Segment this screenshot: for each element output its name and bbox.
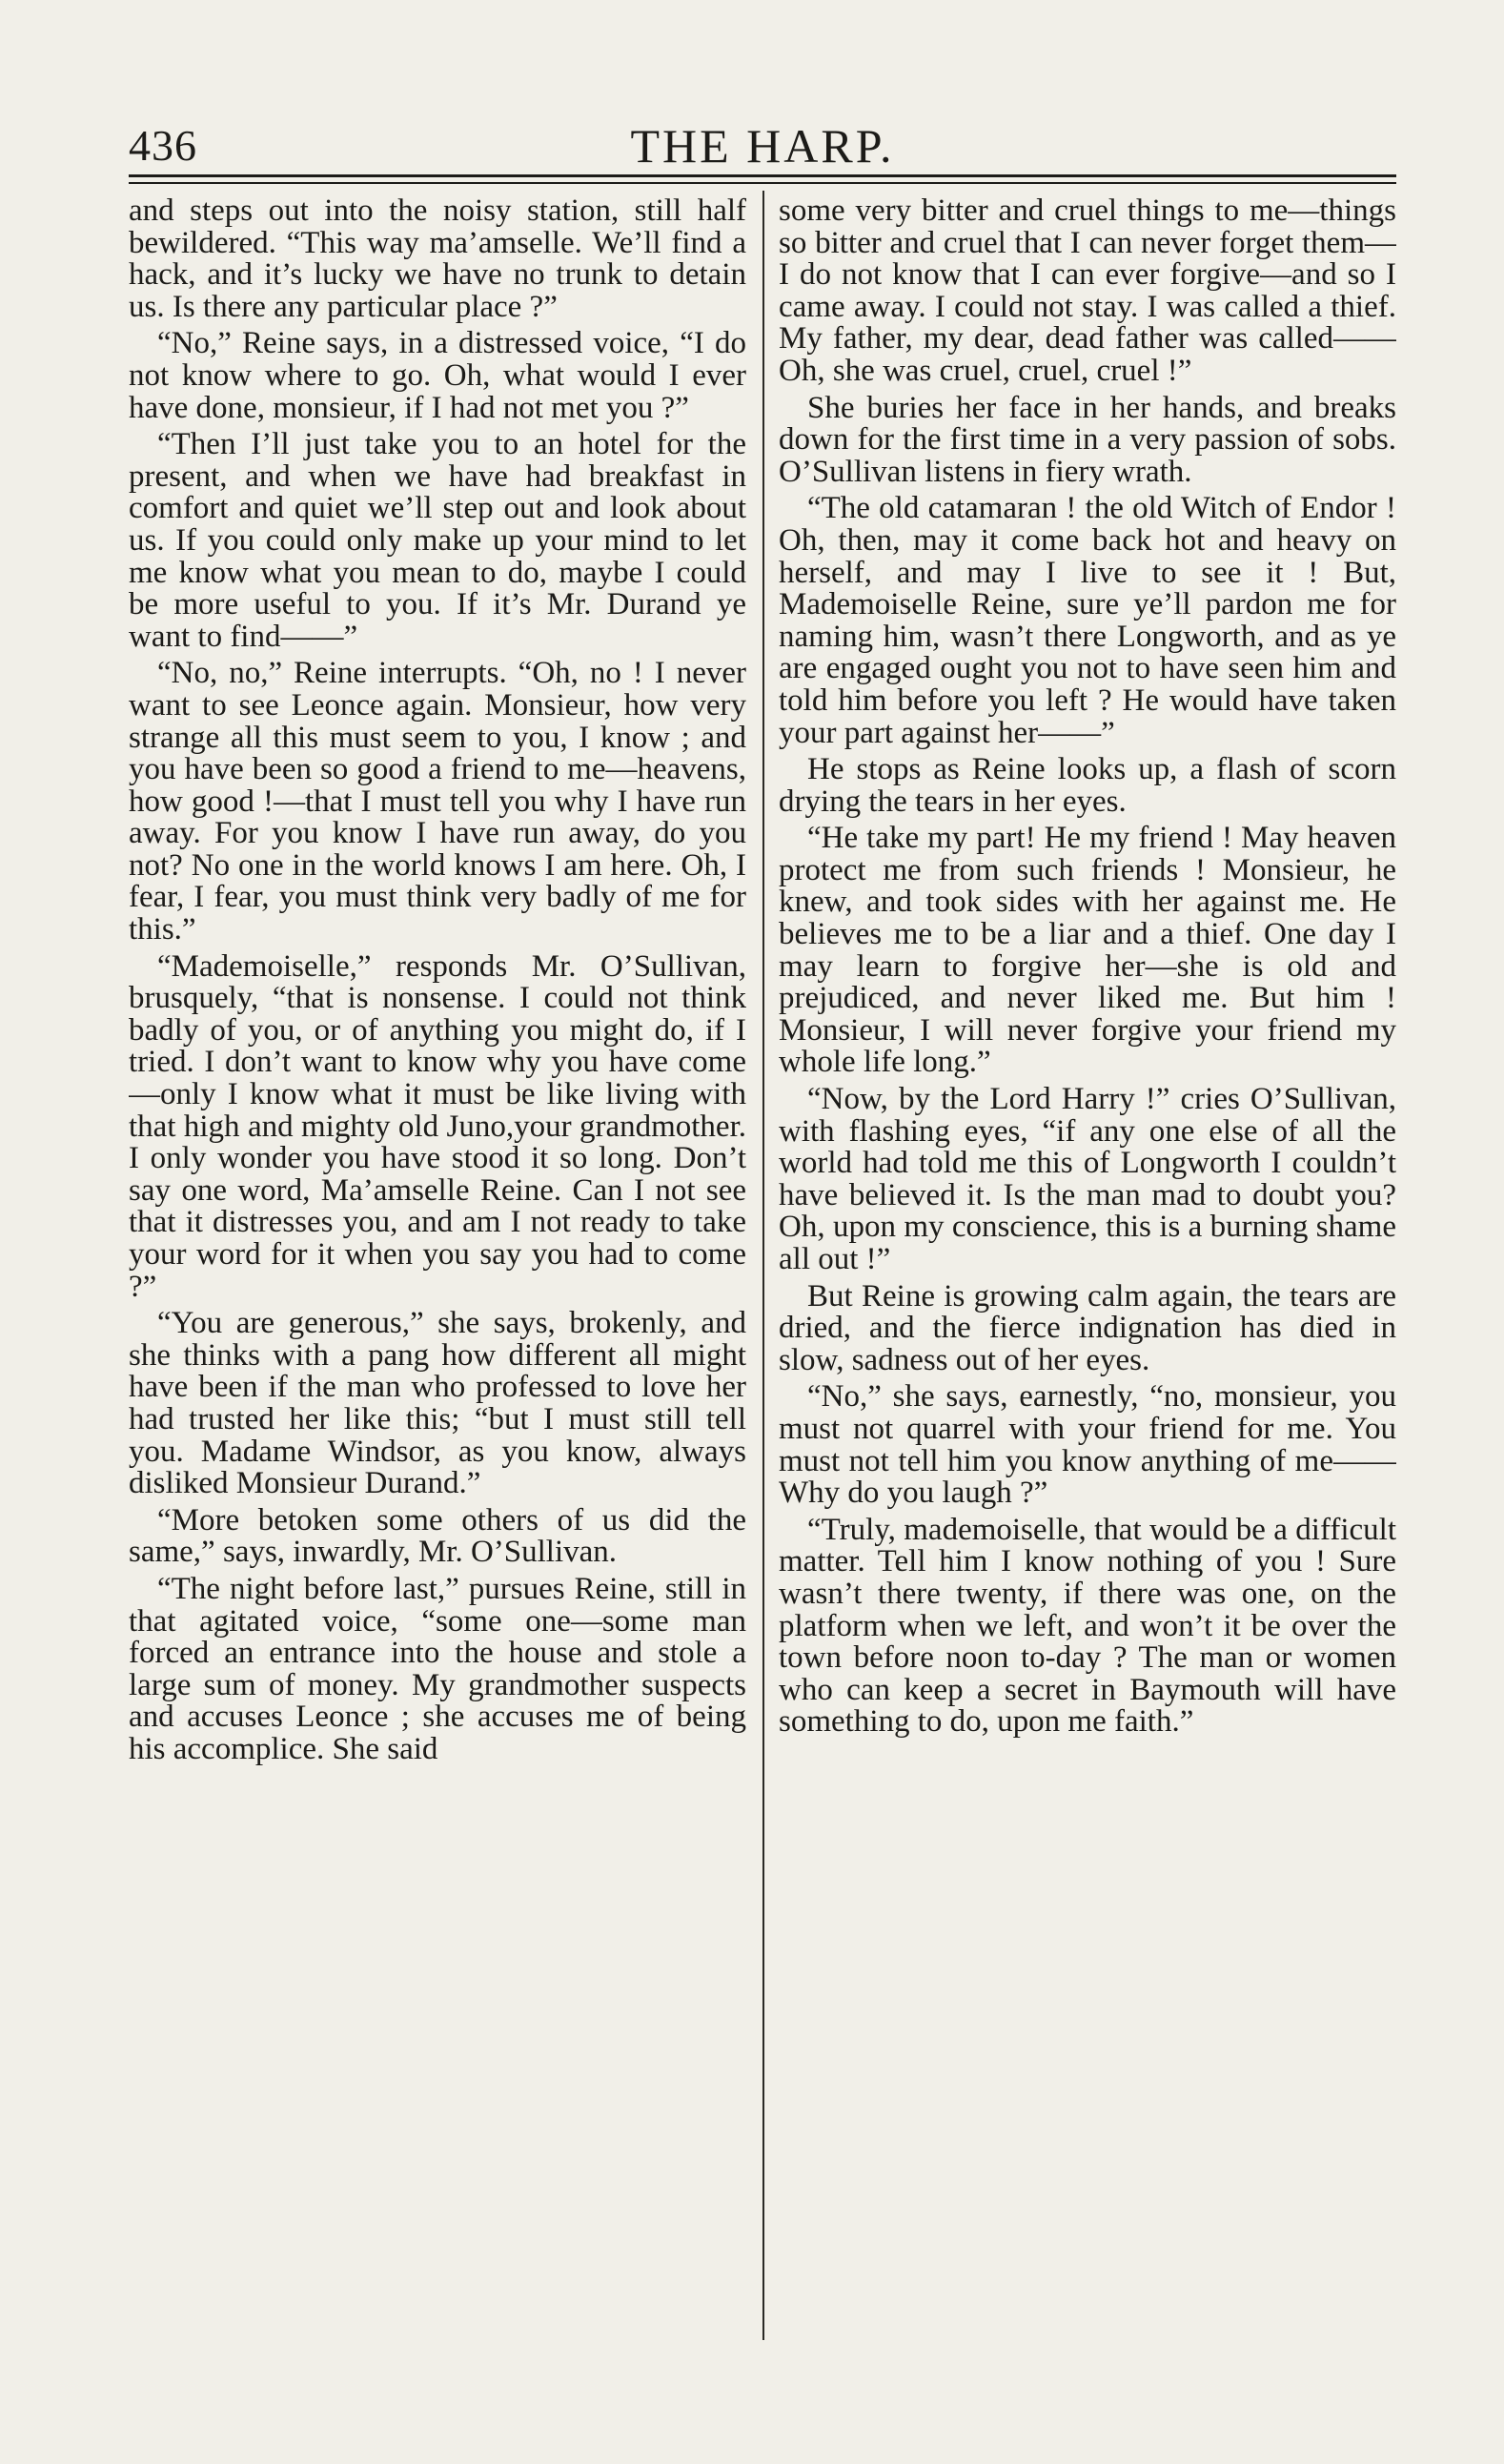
- paragraph: some very bitter and cruel things to me—things so bitter and cruel that I can never forget them—I do not know that I can ever forgive—and so I came away. I could not stay. I was called a thief. My father, my dear, dead father was called—— Oh, she was cruel, cruel, cruel !”: [779, 195, 1396, 388]
- paragraph: She buries her face in her hands, and breaks down for the first time in a very passion of sobs. O’Sullivan listens in fiery wrath.: [779, 390, 1396, 489]
- page-number: 436: [129, 121, 197, 170]
- header-rule-bottom: [129, 182, 1396, 184]
- paragraph: “More betoken some others of us did the same,” says, inwardly, Mr. O’Sullivan.: [129, 1502, 746, 1570]
- right-column: [779, 195, 1396, 2340]
- paragraph: “The old catamaran ! the old Witch of Endor ! Oh, then, may it come back hot and heavy on herself, and may I live to see it ! But, Mademoiselle Reine, sure ye’ll pardon me for naming him, wasn’t there Longworth, and as ye are engaged ought you not to have seen him and told him before you left ? He would have taken your part against her——”: [779, 491, 1396, 750]
- column-divider: [762, 191, 764, 2340]
- header-rule-top: [129, 174, 1396, 177]
- paragraph: and steps out into the noisy station, still half bewildered. “This way ma’amselle. We’ll find a hack, and it’s lucky we have no trunk to detain us. Is there any particular place ?”: [129, 195, 746, 324]
- paragraph: He stops as Reine looks up, a flash of scorn drying the tears in her eyes.: [779, 752, 1396, 819]
- paragraph: “Now, by the Lord Harry !” cries O’Sullivan, with flashing eyes, “if any one else of all the world had told me this of Longworth I couldn’t have believed it. Is the man mad to doubt you? Oh, upon my conscience, this is a burning shame all out !”: [779, 1082, 1396, 1276]
- paragraph: “No,” Reine says, in a distressed voice, “I do not know where to go. Oh, what would I ever have done, monsieur, if I had not met you ?”: [129, 326, 746, 425]
- journal-title: THE HARP.: [630, 119, 895, 173]
- paragraph: “Truly, mademoiselle, that would be a difficult matter. Tell him I know nothing of you ! Sure wasn’t there twenty, if there was one, on the platform when we left, and won’t it be over the town before noon to-day ? The man or women who can keep a secret in Baymouth will have something to do, upon me faith.”: [779, 1512, 1396, 1740]
- paragraph: “Mademoiselle,” responds Mr. O’Sullivan, brusquely, “that is nonsense. I could not think badly of you, or of anything you might do, if I tried. I don’t want to know why you have come—only I know what it must be like living with that high and mighty old Juno,your grandmother. I only wonder you have stood it so long. Don’t say one word, Ma’amselle Reine. Can I not see that it distresses you, and am I not ready to take your word for it when you say you had to come ?”: [129, 948, 746, 1304]
- paragraph: “He take my part! He my friend ! May heaven protect me from such friends ! Monsieur, he knew, and took sides with her against me. He believes me to be a liar and a thief. One day I may learn to forgive her—she is old and prejudiced, and never liked me. But him ! Monsieur, I will never forgive your friend my whole life long.”: [779, 821, 1396, 1080]
- paragraph: “You are generous,” she says, brokenly, and she thinks with a pang how different all might have been if the man who professed to love her had trusted her like this; “but I must still tell you. Madame Windsor, as you know, always disliked Monsieur Durand.”: [129, 1306, 746, 1501]
- left-column: [129, 195, 746, 2340]
- paragraph: “No, no,” Reine interrupts. “Oh, no ! I never want to see Leonce again. Monsieur, how very strange all this must seem to you, I know ; and you have been so good a friend to me—heavens, how good !—that I must tell you why I have run away. For you know I have run away, do you not? No one in the world knows I am here. Oh, I fear, I fear, you must think very badly of me for this.”: [129, 656, 746, 947]
- page-header: [129, 114, 1396, 173]
- paragraph: But Reine is growing calm again, the tears are dried, and the fierce indignation has died in slow, sadness out of her eyes.: [779, 1278, 1396, 1377]
- paragraph: “The night before last,” pursues Reine, still in that agitated voice, “some one—some man forced an entrance into the house and stole a large sum of money. My grandmother suspects and accuses Leonce ; she accuses me of being his accomplice. She said: [129, 1571, 746, 1766]
- paragraph: “Then I’ll just take you to an hotel for the present, and when we have had breakfast in comfort and quiet we’ll step out and look about us. If you could only make up your mind to let me know what you mean to do, maybe I could be more useful to you. If it’s Mr. Durand ye want to find——”: [129, 427, 746, 654]
- paragraph: “No,” she says, earnestly, “no, monsieur, you must not quarrel with your friend for me. You must not tell him you know anything of me—— Why do you laugh ?”: [779, 1379, 1396, 1511]
